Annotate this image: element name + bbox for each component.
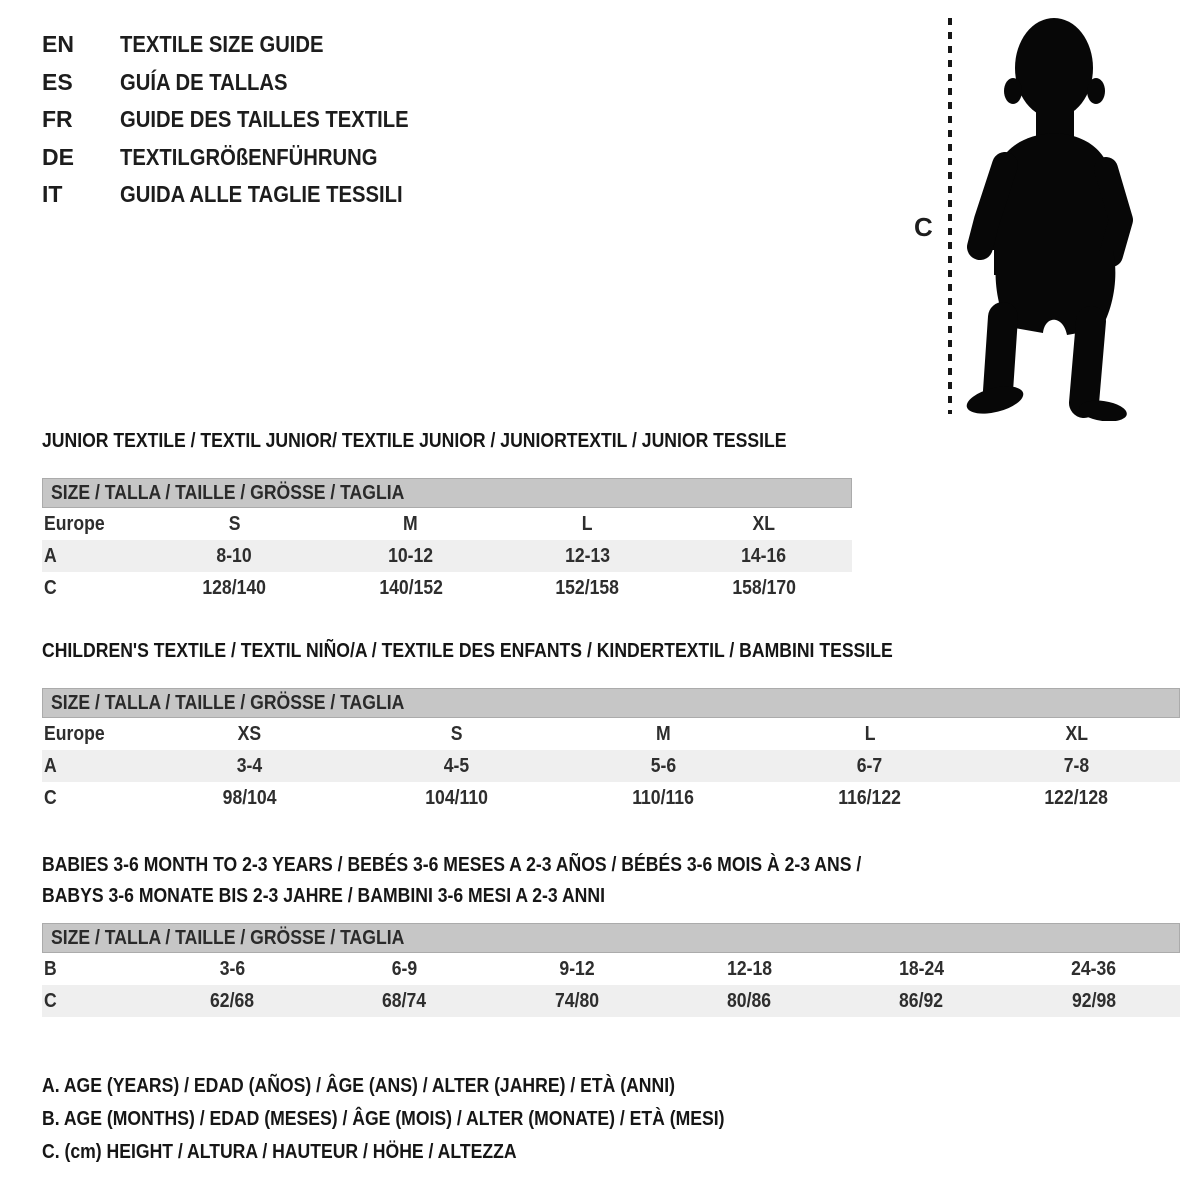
table-row [42, 750, 1180, 782]
table-cell: 140/152 [378, 576, 443, 599]
table-row [42, 540, 852, 572]
language-row [42, 101, 448, 139]
legend-line-age-years [42, 1070, 818, 1103]
language-code: DE [42, 143, 74, 170]
language-code: FR [42, 106, 73, 133]
table-cell: 74/80 [554, 989, 599, 1012]
language-code: EN [42, 31, 74, 58]
size-table-header-text: SIZE / TALLA / TAILLE / GRÖSSE / TAGLIA [51, 926, 405, 949]
section-title [42, 430, 852, 452]
table-row [42, 572, 852, 604]
table-cell: 110/116 [632, 786, 694, 809]
legend-text: C. (cm) HEIGHT / ALTURA / HAUTEUR / HÖHE / ALTEZZA [42, 1141, 517, 1163]
row-label: C [44, 786, 57, 809]
table-cell: XL [1065, 722, 1088, 745]
table-cell: 4-5 [443, 754, 469, 777]
row-label: C [44, 576, 57, 599]
section-title-text: CHILDREN'S TEXTILE / TEXTIL NIÑO/A / TEXTILE DES ENFANTS / KINDERTEXTIL / BAMBINI TESSILE [42, 640, 893, 662]
size-table-header [42, 478, 852, 508]
size-table-header-text: SIZE / TALLA / TAILLE / GRÖSSE / TAGLIA [51, 481, 405, 504]
guide-title-en: TEXTILE SIZE GUIDE [120, 31, 324, 58]
language-code: IT [42, 181, 63, 208]
table-cell: M [655, 722, 671, 745]
section-title [42, 640, 1180, 662]
toddler-silhouette-icon [953, 15, 1147, 421]
babies-size-table [42, 923, 1180, 1017]
height-measure-label: C [914, 212, 933, 242]
language-row [42, 64, 448, 102]
table-cell: 116/122 [838, 786, 902, 809]
table-cell: 18-24 [898, 957, 944, 980]
table-row [42, 985, 1180, 1017]
table-cell: 12-18 [726, 957, 772, 980]
table-cell: S [228, 512, 241, 535]
section-babies-textile [42, 850, 1180, 1017]
table-cell: 152/158 [555, 576, 620, 599]
table-cell: 128/140 [202, 576, 267, 599]
legend-line-height-cm [42, 1136, 818, 1169]
legend-text: A. AGE (YEARS) / EDAD (AÑOS) / ÂGE (ANS) / ALTER (JAHRE) / ETÀ (ANNI) [42, 1075, 675, 1097]
table-cell: 8-10 [216, 544, 252, 567]
section-title [42, 850, 1180, 912]
size-table-header [42, 688, 1180, 718]
section-children-textile [42, 640, 1180, 814]
table-row [42, 782, 1180, 814]
table-cell: L [581, 512, 593, 535]
size-table-header-text: SIZE / TALLA / TAILLE / GRÖSSE / TAGLIA [51, 691, 405, 714]
section-title-text: JUNIOR TEXTILE / TEXTIL JUNIOR/ TEXTILE JUNIOR / JUNIORTEXTIL / JUNIOR TESSILE [42, 430, 787, 452]
section-title-text: BABYS 3-6 MONATE BIS 2-3 JAHRE / BAMBINI 3-6 MESI A 2-3 ANNI [42, 885, 605, 907]
row-label: B [44, 957, 57, 980]
table-cell: 158/170 [731, 576, 796, 599]
table-cell: 62/68 [210, 989, 255, 1012]
children-size-table [42, 688, 1180, 814]
table-cell: 14-16 [741, 544, 787, 567]
table-cell: 86/92 [899, 989, 944, 1012]
table-cell: 68/74 [382, 989, 427, 1012]
table-cell: S [450, 722, 463, 745]
legend-text: B. AGE (MONTHS) / EDAD (MESES) / ÂGE (MOIS) / ALTER (MONATE) / ETÀ (MESI) [42, 1108, 725, 1130]
table-cell: 3-6 [219, 957, 245, 980]
section-junior-textile [42, 430, 852, 604]
row-label: Europe [44, 512, 105, 535]
table-cell: 5-6 [650, 754, 676, 777]
table-cell: 104/110 [424, 786, 488, 809]
row-label: A [44, 754, 57, 777]
guide-title-es: GUÍA DE TALLAS [120, 68, 288, 95]
table-row [42, 508, 852, 540]
table-row [42, 718, 1180, 750]
row-label: Europe [44, 722, 105, 745]
row-label: C [44, 989, 57, 1012]
row-label: A [44, 544, 57, 567]
table-cell: 6-7 [857, 754, 883, 777]
height-dashed-line [948, 18, 952, 414]
table-cell: 12-13 [564, 544, 610, 567]
section-title-text: BABIES 3-6 MONTH TO 2-3 YEARS / BEBÉS 3-6 MESES A 2-3 AÑOS / BÉBÉS 3-6 MOIS À 2-3 ANS / [42, 854, 862, 876]
language-row [42, 176, 448, 214]
language-row [42, 26, 448, 64]
table-cell: 7-8 [1063, 754, 1090, 777]
table-cell: 10-12 [388, 544, 434, 567]
table-cell: 24-36 [1071, 957, 1117, 980]
guide-title-de: TEXTILGRÖßENFÜHRUNG [120, 143, 378, 170]
table-cell: 6-9 [391, 957, 418, 980]
table-cell: 98/104 [222, 786, 277, 809]
table-cell: 80/86 [727, 989, 772, 1012]
size-table-header [42, 923, 1180, 953]
language-title-list [42, 26, 448, 214]
table-cell: 122/128 [1044, 786, 1109, 809]
table-cell: XL [752, 512, 775, 535]
language-row [42, 139, 448, 177]
table-cell: M [403, 512, 419, 535]
table-row [42, 953, 1180, 985]
table-cell: L [864, 722, 876, 745]
table-cell: 3-4 [236, 754, 263, 777]
table-cell: XS [237, 722, 262, 745]
table-cell: 92/98 [1071, 989, 1116, 1012]
legend [42, 1070, 818, 1169]
language-code: ES [42, 68, 73, 95]
table-cell: 9-12 [559, 957, 595, 980]
guide-title-fr: GUIDE DES TAILLES TEXTILE [120, 106, 409, 133]
junior-size-table [42, 478, 852, 604]
guide-title-it: GUIDA ALLE TAGLIE TESSILI [120, 181, 403, 208]
legend-line-age-months [42, 1103, 818, 1136]
